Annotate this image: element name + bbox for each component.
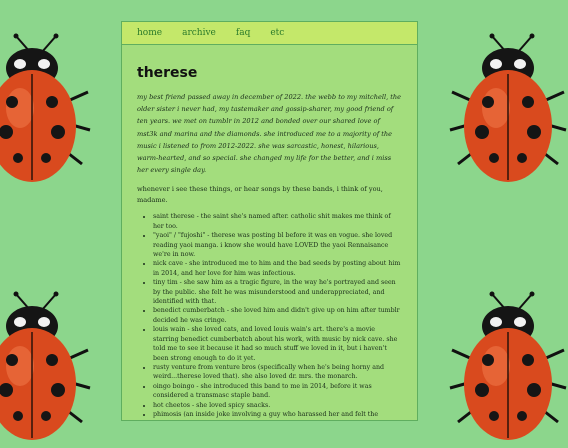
nav-etc-link[interactable]: etc xyxy=(270,28,285,38)
list-item: • saint therese - the saint she's named after. catholic shit makes me think of her too. xyxy=(153,212,402,231)
nav-faq-link[interactable]: faq xyxy=(235,28,251,38)
post-intro: my best friend passed away in december of 2022. the webb to my mitchell, the older sister i never had, my tastemaker and gossip-sharer, my good friend of ten years. we met on tumblr in 2012 and bonded over our shared love of mst3k and marina and the diamonds. she introduced me to a majority of the music i listened to from 2012-2022. she was sarcastic, honest, hilarious, warm-hearted, and so special. she changed my life for the better, and i miss her every single day. xyxy=(137,93,402,175)
list-item: • tiny tim - she saw him as a tragic figure, in the way he's portrayed and seen by the public. she felt he was misunderstood and underappreciated, and identified with that. xyxy=(153,278,402,306)
memory-list xyxy=(137,212,402,419)
list-item: • phimosis (an inside joke involving a guy who harassed her and felt the xyxy=(153,410,402,419)
post-title: therese xyxy=(137,65,198,81)
nav-home-link[interactable]: home xyxy=(137,28,163,38)
list-item: • "yaoi" / "fujoshi" - therese was posting bl before it was en vogue. she loved reading yaoi manga. i know she would have LOVED the yaoi Rennaisance we're in now. xyxy=(153,231,402,259)
list-item: • benedict cumberbatch - she loved him and didn't give up on him after tumblr decided he was cringe. xyxy=(153,306,402,325)
ladybug-icon xyxy=(448,288,568,448)
ladybug-icon xyxy=(0,30,92,190)
list-item: • louis wain - she loved cats, and loved louis wain's art. there's a movie starring benedict cumberbatch about his work, with music by nick cave. she told me to see it because it had so much stuff we loved in it, but i haven't been strong enough to do it yet. xyxy=(153,325,402,363)
list-item: • nick cave - she introduced me to him and the bad seeds by posting about him in 2014, and her love for him was infectious. xyxy=(153,259,402,278)
post-lead: whenever i see these things, or hear songs by these bands, i think of you, madame. xyxy=(137,185,383,205)
ladybug-icon xyxy=(448,30,568,190)
top-nav xyxy=(122,22,417,45)
ladybug-icon xyxy=(0,288,92,448)
list-item: • hot cheetos - she loved spicy snacks. xyxy=(153,401,402,410)
list-item: • oingo boingo - she introduced this band to me in 2014, before it was considered a transmasc staple band. xyxy=(153,382,402,401)
list-item: • rusty venture from venture bros (specifically when he's being horny and weird...therese loved that). she also loved dr. mrs. the monarch. xyxy=(153,363,402,382)
nav-archive-link[interactable]: archive xyxy=(182,28,216,38)
post-page xyxy=(121,21,418,421)
post-content xyxy=(122,65,417,419)
